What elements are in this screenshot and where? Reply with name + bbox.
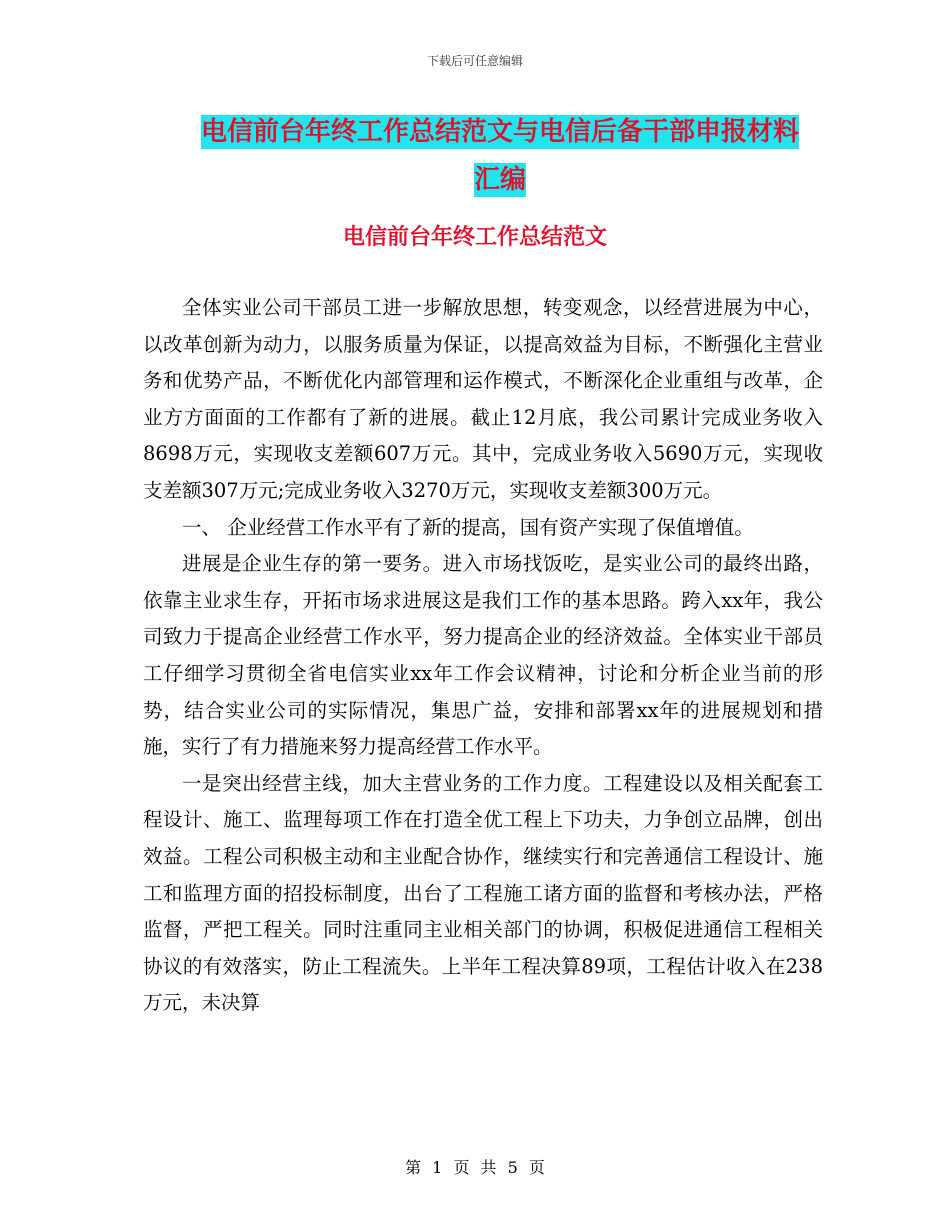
header-note: 下载后可任意编辑 xyxy=(426,54,523,68)
section-title: 电信前台年终工作总结范文 xyxy=(342,224,607,250)
paragraph-intro: 全体实业公司干部员工进一步解放思想，转变观念，以经营进展为中心，以改革创新为动力，以服务质量为保证，以提高效益为目标，不断强化主营业务和优势产品，不断优化内部管理和运作模式，不断深化企业重组与改革，企业方方面面的工作都有了新的进展。截止12月底，我公司累计完成业务收入8698万元，实现收支差额607万元。其中，完成业务收入5690万元，实现收支差额307万元;完成业务收入3270万元，实现收支差额300万元。 xyxy=(143,296,823,502)
title-line-1: 电信前台年终工作总结范文与电信后备干部申报材料 xyxy=(200,117,799,147)
paragraph-main-business: 一是突出经营主线，加大主营业务的工作力度。工程建设以及相关配套工程设计、施工、监理每项工作在打造全优工程上下功夫，力争创立品牌，创出效益。工程公司积极主动和主业配合协作，继续实行和完善通信工程设计、施工和监理方面的招投标制度，出台了工程施工诸方面的监督和考核办法，严格监督，严把工程关。同时注重同主业相关部门的协调，积极促进通信工程相关协议的有效落实，防止工程流失。上半年工程决算89项，工程估计收入在238万元，未决算 xyxy=(143,771,823,1015)
page-footer: 第 1 页 共 5 页 xyxy=(405,1158,545,1177)
document-title xyxy=(120,108,880,204)
paragraph-heading-1: 一、 企业经营工作水平有了新的提高，国有资产实现了保值增值。 xyxy=(182,515,754,539)
paragraph-development: 进展是企业生存的第一要务。进入市场找饭吃，是实业公司的最终出路，依靠主业求生存，开拓市场求进展这是我们工作的基本思路。跨入xx年，我公司致力于提高企业经营工作水平，努力提高企业的经济效益。全体实业干部员工仔细学习贯彻全省电信实业xx年工作会议精神，讨论和分析企业当前的形势，结合实业公司的实际情况，集思广益，安排和部署xx年的进展规划和措施，实行了有力措施来努力提高经营工作水平。 xyxy=(143,552,823,759)
body-text xyxy=(143,290,823,1022)
title-line-2: 汇编 xyxy=(473,165,526,195)
